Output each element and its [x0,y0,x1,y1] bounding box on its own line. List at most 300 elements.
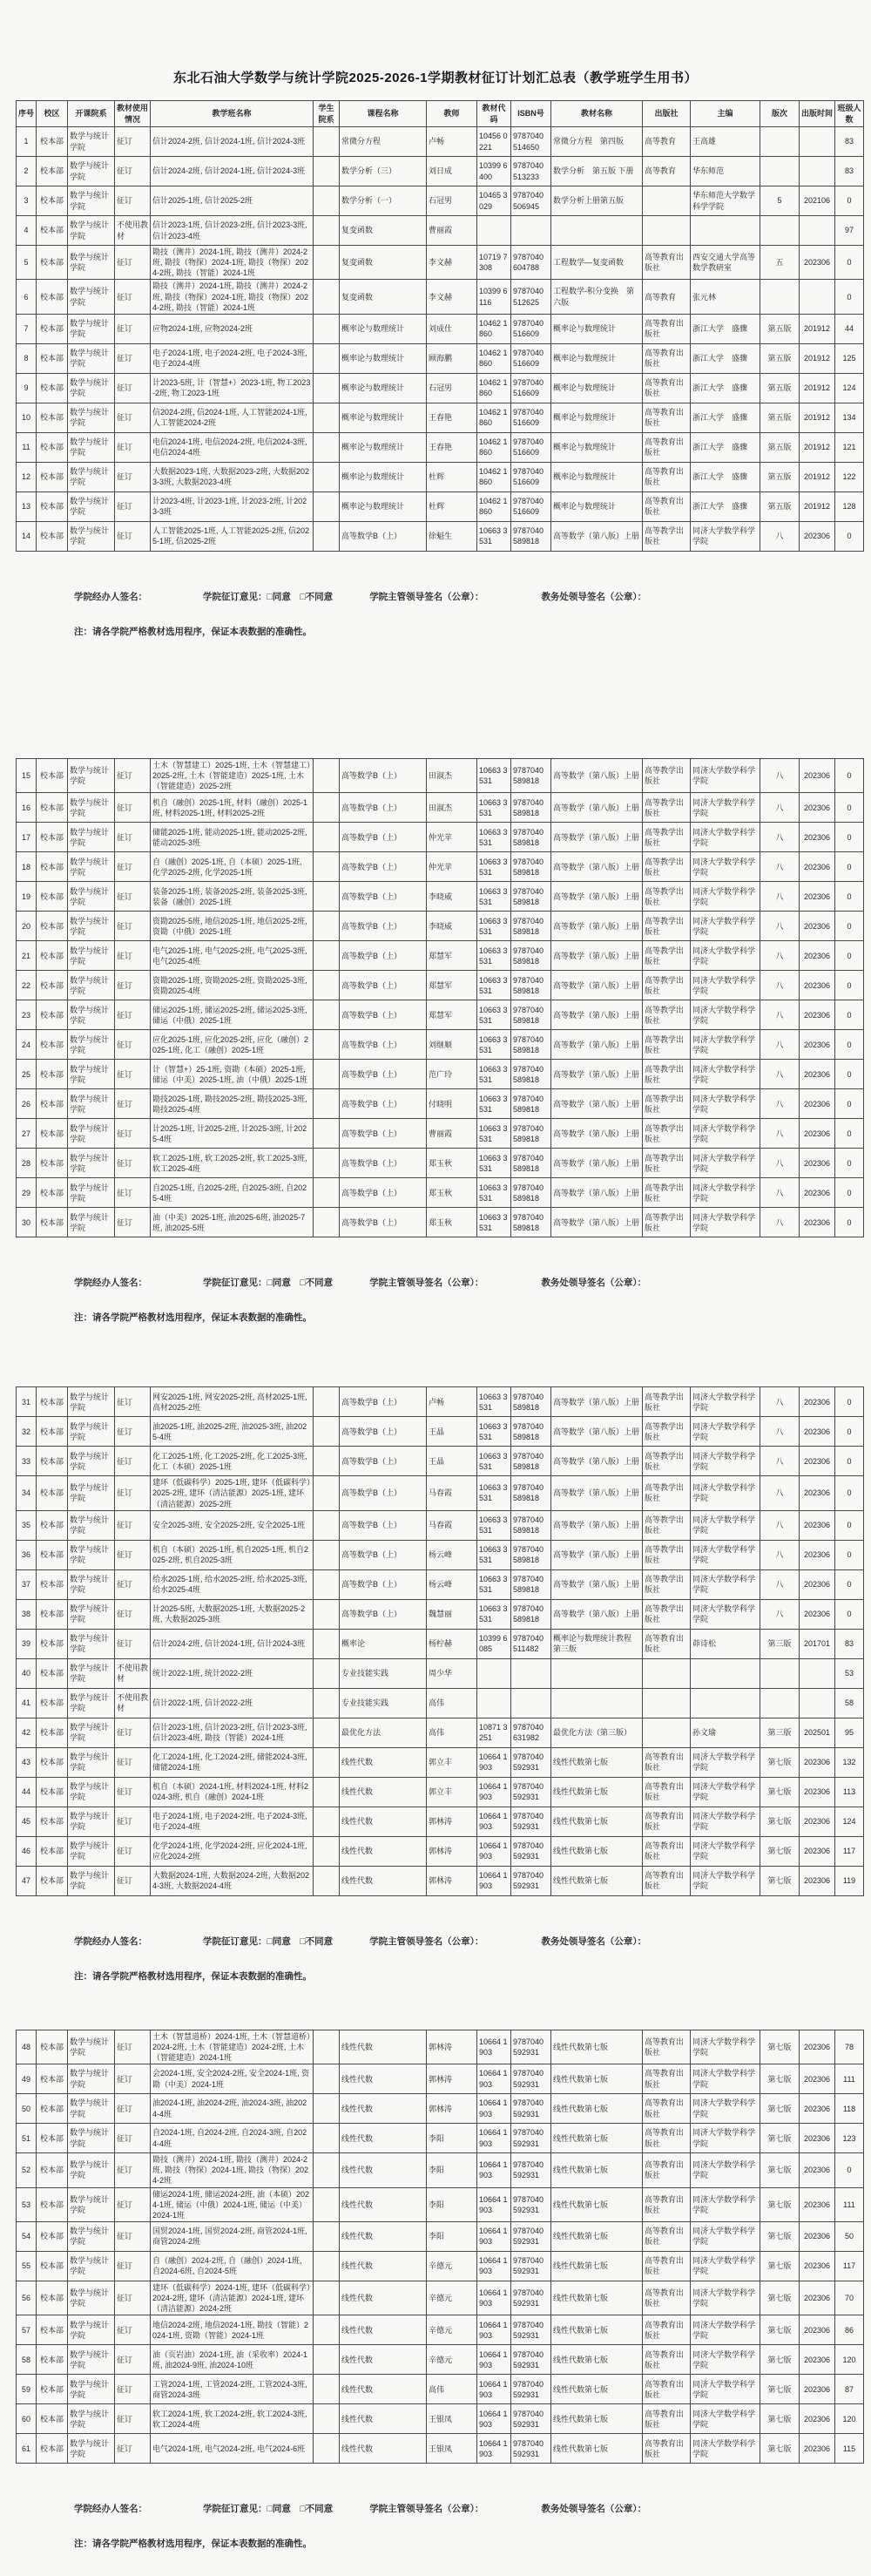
cell-pubdate: 202306 [800,823,835,852]
cell-campus: 校本部 [37,1599,68,1629]
cell-student-dept [314,1447,340,1476]
cell-usage: 征订 [115,373,151,403]
cell-campus: 校本部 [37,2124,68,2153]
cell-classes: 信计2024-2班, 信计2024-1班, 信计2024-3班 [151,157,314,186]
cell-teacher: 李文赫 [427,280,477,314]
cell-usage: 征订 [115,2404,151,2434]
table-row [17,403,864,432]
cell-dept: 数学与统计学院 [68,186,115,216]
cell-dept: 数学与统计学院 [68,521,115,551]
cell-count: 0 [835,1119,864,1149]
cell-classes: 勘技（测井）2024-1班, 勘技（测井）2024-2班, 勘技（物探）2024-1班, 勘技（物探）2024-2班, 勘技（智能）2024-1班 [151,280,314,314]
cell-seq: 48 [17,2030,37,2064]
cell-usage: 征订 [115,491,151,521]
cell-isbn: 9787040 592931 [511,2064,551,2094]
cell-count: 111 [835,2187,864,2221]
cell-pubdate: 202306 [800,852,835,882]
cell-edition: 八 [760,1540,800,1569]
cell-code: 10663 3531 [477,1417,511,1447]
table-row [17,941,864,971]
cell-code: 10663 3531 [477,1030,511,1060]
cell-classes: 土木（智慧建工）2025-1班, 土木（智慧建工）2025-2班, 土木（智能建造）2025-1班, 土木（智能建造）2025-2班 [151,758,314,792]
column-header-editor: 主编 [691,101,760,127]
cell-code: 10663 3531 [477,1208,511,1237]
table-row [17,1510,864,1540]
cell-edition: 第七版 [760,2281,800,2315]
cell-book: 高等数学（第八版）上册 [551,1540,643,1569]
cell-count: 70 [835,2281,864,2315]
cell-editor: 浙江大学 盛骤 [691,343,760,373]
cell-classes: 会2024-1班, 安全2024-2班, 安全2024-1班, 资勘（中美）2024-1班 [151,2064,314,2094]
cell-isbn: 9787040 592931 [511,1777,551,1807]
cell-publisher: 高等教育 [643,157,691,186]
cell-teacher: 卢畅 [427,1387,477,1417]
cell-seq: 44 [17,1777,37,1807]
table-row [17,127,864,157]
cell-isbn: 9787040 589818 [511,1417,551,1447]
cell-classes: 化工2024-1班, 化工2024-2班, 储能2024-3班, 储能2024-1班 [151,1747,314,1777]
cell-book: 概率论与数理统计 [551,403,643,432]
cell-usage: 征订 [115,793,151,823]
cell-classes: 机自（本硕）2024-1班, 材料2024-1班, 材料2024-3班, 机自（融创）2024-1班 [151,1777,314,1807]
cell-edition: 八 [760,1510,800,1540]
cell-count: 0 [835,1030,864,1060]
cell-edition: 第五版 [760,462,800,491]
cell-edition: 第七版 [760,1807,800,1836]
cell-campus: 校本部 [37,246,68,280]
cell-campus: 校本部 [37,2375,68,2404]
cell-student-dept [314,2094,340,2124]
cell-publisher: 高等教学出版社 [643,1417,691,1447]
cell-teacher: 高伟 [427,1688,477,1718]
cell-usage: 征订 [115,246,151,280]
cell-editor: 浙江大学 盛骤 [691,462,760,491]
cell-pubdate: 202306 [800,2315,835,2345]
cell-publisher: 高等教育出版社 [643,314,691,343]
cell-code: 10663 3531 [477,1510,511,1540]
cell-student-dept [314,1000,340,1030]
cell-student-dept [314,2187,340,2221]
cell-dept: 数学与统计学院 [68,462,115,491]
cell-code: 10664 1903 [477,2153,511,2187]
cell-classes: 油（中美）2025-1班, 油2025-6班, 油2025-7班, 油2025-5班 [151,1208,314,1237]
cell-dept: 数学与统计学院 [68,1807,115,1836]
cell-campus: 校本部 [37,1060,68,1089]
cell-dept: 数学与统计学院 [68,2434,115,2464]
cell-code: 10462 1860 [477,343,511,373]
cell-course: 概率论与数理统计 [340,343,427,373]
cell-student-dept [314,2124,340,2153]
cell-classes: 计2023-4班, 计2023-1班, 计2023-2班, 计2023-3班 [151,491,314,521]
cell-isbn: 9787040 592931 [511,2221,551,2251]
cell-code: 10663 3531 [477,521,511,551]
cell-editor: 同济大学数学科学学院 [691,1836,760,1866]
cell-classes: 应物2024-1班, 应物2024-2班 [151,314,314,343]
cell-edition: 第五版 [760,491,800,521]
table-row [17,2315,864,2345]
cell-book: 线性代数第七版 [551,2404,643,2434]
cell-student-dept [314,1178,340,1208]
cell-classes: 油（页岩油）2024-1班, 油（采收率）2024-1班, 油2024-9班, 油2024-10班 [151,2345,314,2375]
cell-seq: 41 [17,1688,37,1718]
table-row [17,1599,864,1629]
signature-row [74,1276,871,1289]
cell-count: 0 [835,1178,864,1208]
cell-code: 10664 1903 [477,1807,511,1836]
cell-dept: 数学与统计学院 [68,1747,115,1777]
cell-teacher: 郑玉秋 [427,1149,477,1178]
cell-student-dept [314,1510,340,1540]
cell-pubdate [800,1658,835,1688]
cell-course: 高等数学B（上） [340,1540,427,1569]
cell-classes: 储运2025-1班, 储运2025-2班, 储运2025-3班, 储运（中俄）2025-1班 [151,1000,314,1030]
cell-course: 线性代数 [340,1777,427,1807]
cell-course: 高等数学B（上） [340,521,427,551]
table-row [17,1777,864,1807]
cell-classes: 地信2024-2班, 地信2024-1班, 勘技（智能）2024-1班, 资勘（智能）2024-1班 [151,2315,314,2345]
cell-publisher: 高等教育出版社 [643,2281,691,2315]
cell-teacher: 李阳 [427,2124,477,2153]
cell-classes: 勘技（测井）2024-1班, 勘技（测井）2024-2班, 勘技（物探）2024-1班, 勘技（物探）2024-2班, 勘技（智能）2024-1班 [151,246,314,280]
cell-count: 0 [835,246,864,280]
cell-teacher: 郭林涛 [427,2030,477,2064]
table-row [17,1629,864,1658]
cell-book: 高等数学（第八版）上册 [551,1030,643,1060]
cell-student-dept [314,758,340,792]
cell-count: 0 [835,882,864,912]
cell-book: 概率论与数理统计 [551,373,643,403]
cell-teacher: 卢畅 [427,127,477,157]
cell-publisher: 高等教育出版社 [643,2251,691,2281]
cell-dept: 数学与统计学院 [68,1629,115,1658]
cell-book: 高等数学（第八版）上册 [551,1000,643,1030]
cell-book: 线性代数第七版 [551,2281,643,2315]
cell-dept: 数学与统计学院 [68,343,115,373]
cell-dept: 数学与统计学院 [68,882,115,912]
cell-student-dept [314,1387,340,1417]
cell-classes: 勘技（测井）2024-1班, 勘技（测井）2024-2班, 勘技（物探）2024-1班, 勘技（物探）2024-2班 [151,2153,314,2187]
cell-book: 线性代数第七版 [551,2153,643,2187]
cell-edition: 五 [760,246,800,280]
cell-seq: 10 [17,403,37,432]
cell-count: 83 [835,1629,864,1658]
cell-isbn: 9787040 516609 [511,343,551,373]
cell-usage: 征订 [115,941,151,971]
cell-campus: 校本部 [37,941,68,971]
cell-course: 高等数学B（上） [340,1476,427,1510]
cell-campus: 校本部 [37,2221,68,2251]
cell-publisher: 高等教学出版社 [643,521,691,551]
cell-course: 高等数学B（上） [340,971,427,1000]
cell-classes: 自2024-1班, 自2024-2班, 自2024-3班, 自2024-4班 [151,2124,314,2153]
cell-editor: 同济大学数学科学学院 [691,2404,760,2434]
sign-college-leader-label: 学院主管领导签名（公章）： [369,2504,484,2515]
table-row [17,157,864,186]
sign-opinion-label: 学院征订意见：□同意 □不同意 [203,591,334,602]
cell-usage: 征订 [115,1476,151,1510]
cell-count: 97 [835,216,864,246]
cell-campus: 校本部 [37,373,68,403]
cell-course: 线性代数 [340,2187,427,2221]
cell-edition [760,1688,800,1718]
cell-edition [760,280,800,314]
cell-course: 线性代数 [340,1747,427,1777]
cell-usage: 征订 [115,1149,151,1178]
cell-publisher: 高等教学出版社 [643,941,691,971]
cell-usage: 征订 [115,2315,151,2345]
table-row [17,2281,864,2315]
cell-code: 10465 3029 [477,186,511,216]
cell-pubdate: 202306 [800,1807,835,1836]
cell-classes: 电气2025-1班, 电气2025-2班, 电气2025-3班, 电气2025-4班 [151,941,314,971]
cell-classes: 计（智慧+）25-1班, 资勘（本硕）2025-1班, 储运（中美）2025-1班, 油（中俄）2025-1班 [151,1060,314,1089]
cell-publisher: 高等教学出版社 [643,1178,691,1208]
cell-seq: 25 [17,1060,37,1089]
cell-course: 高等数学B（上） [340,852,427,882]
cell-pubdate: 201912 [800,432,835,462]
cell-book: 高等数学（第八版）上册 [551,758,643,792]
cell-course: 高等数学B（上） [340,1030,427,1060]
cell-classes: 给水2025-1班, 给水2025-2班, 给水2025-3班, 给水2025-4班 [151,1569,314,1599]
cell-course: 线性代数 [340,2094,427,2124]
cell-campus: 校本部 [37,2094,68,2124]
cell-dept: 数学与统计学院 [68,1599,115,1629]
cell-campus: 校本部 [37,1089,68,1119]
cell-publisher [643,1688,691,1718]
cell-isbn: 9787040 516609 [511,462,551,491]
cell-usage: 征订 [115,2124,151,2153]
cell-campus: 校本部 [37,1417,68,1447]
cell-count: 124 [835,373,864,403]
cell-teacher: 郭立丰 [427,1777,477,1807]
cell-usage: 征订 [115,1119,151,1149]
cell-dept: 数学与统计学院 [68,1777,115,1807]
page-title: 东北石油大学数学与统计学院2025-2026-1学期教材征订计划汇总表（教学班学生用书） [172,71,699,85]
table-row [17,1060,864,1089]
cell-book [551,216,643,246]
cell-usage: 征订 [115,1629,151,1658]
cell-classes: 计2025-1班, 计2025-2班, 计2025-3班, 计2025-4班 [151,1119,314,1149]
cell-usage: 征订 [115,343,151,373]
cell-course: 线性代数 [340,2030,427,2064]
table-row [17,1569,864,1599]
cell-count: 50 [835,2221,864,2251]
cell-pubdate: 202306 [800,1030,835,1060]
cell-book: 线性代数第七版 [551,1777,643,1807]
cell-code: 10664 1903 [477,2251,511,2281]
cell-isbn: 9787040 592931 [511,1807,551,1836]
cell-teacher: 郭立丰 [427,1747,477,1777]
cell-student-dept [314,521,340,551]
cell-campus: 校本部 [37,2187,68,2221]
cell-isbn: 9787040 589818 [511,1476,551,1510]
cell-teacher: 郭林涛 [427,1807,477,1836]
cell-campus: 校本部 [37,157,68,186]
cell-code: 10663 3531 [477,758,511,792]
cell-pubdate: 202306 [800,1060,835,1089]
cell-course: 高等数学B（上） [340,941,427,971]
cell-edition: 八 [760,971,800,1000]
cell-count: 0 [835,1387,864,1417]
cell-campus: 校本部 [37,1387,68,1417]
cell-dept: 数学与统计学院 [68,1060,115,1089]
cell-count: 119 [835,1866,864,1895]
cell-pubdate: 202306 [800,1866,835,1895]
cell-student-dept [314,2434,340,2464]
cell-publisher: 高等教育出版社 [643,373,691,403]
cell-publisher: 高等教育出版社 [643,2064,691,2094]
cell-dept: 数学与统计学院 [68,912,115,941]
column-header-student-dept: 学生院系 [314,101,340,127]
cell-book: 高等数学（第八版）上册 [551,1119,643,1149]
cell-student-dept [314,1658,340,1688]
table-row [17,852,864,882]
cell-pubdate: 202306 [800,941,835,971]
table-row [17,758,864,792]
cell-count: 0 [835,971,864,1000]
cell-seq: 51 [17,2124,37,2153]
cell-classes: 计2023-5班, 计（智慧+）2023-1班, 物工2023-2班, 物工2023-1班 [151,373,314,403]
cell-dept: 数学与统计学院 [68,314,115,343]
cell-edition: 八 [760,912,800,941]
cell-campus: 校本部 [37,2434,68,2464]
cell-seq: 19 [17,882,37,912]
cell-student-dept [314,823,340,852]
cell-student-dept [314,1866,340,1895]
cell-teacher: 田淑杰 [427,758,477,792]
cell-dept: 数学与统计学院 [68,852,115,882]
cell-seq: 60 [17,2404,37,2434]
cell-campus: 校本部 [37,852,68,882]
cell-seq: 47 [17,1866,37,1895]
cell-isbn: 9787040 516609 [511,403,551,432]
cell-teacher: 仲光苹 [427,823,477,852]
cell-seq: 29 [17,1178,37,1208]
cell-code: 10664 1903 [477,1866,511,1895]
cell-pubdate: 201912 [800,314,835,343]
cell-student-dept [314,1119,340,1149]
cell-course: 线性代数 [340,2404,427,2434]
cell-code: 10663 3531 [477,971,511,1000]
cell-course: 概率论与数理统计 [340,403,427,432]
cell-teacher: 徐魁生 [427,521,477,551]
cell-course: 概率论与数理统计 [340,491,427,521]
cell-campus: 校本部 [37,2345,68,2375]
cell-campus: 校本部 [37,1807,68,1836]
table-row [17,2375,864,2404]
cell-pubdate: 202306 [800,1149,835,1178]
cell-teacher: 刘日成 [427,157,477,186]
cell-classes: 建环（低碳科学）2025-1班, 建环（低碳科学）2025-2班, 建环（清洁能源）2025-1班, 建环（清洁能源）2025-2班 [151,1476,314,1510]
cell-isbn: 9787040 592931 [511,2345,551,2375]
cell-seq: 27 [17,1119,37,1149]
cell-edition: 第五版 [760,343,800,373]
cell-publisher: 高等教学出版社 [643,1447,691,1476]
cell-isbn: 9787040 589818 [511,1447,551,1476]
cell-edition: 第七版 [760,1747,800,1777]
cell-publisher: 高等教学出版社 [643,1510,691,1540]
cell-campus: 校本部 [37,1747,68,1777]
cell-teacher: 高伟 [427,2375,477,2404]
cell-edition [760,216,800,246]
sign-opinion-label: 学院征订意见：□同意 □不同意 [203,1935,334,1947]
cell-seq: 11 [17,432,37,462]
cell-pubdate: 202306 [800,2187,835,2221]
cell-course: 高等数学B（上） [340,882,427,912]
cell-classes: 电子2024-1班, 电子2024-2班, 电子2024-3班, 电子2024-4班 [151,1807,314,1836]
cell-course: 概率论与数理统计 [340,314,427,343]
cell-code: 10663 3531 [477,1119,511,1149]
cell-isbn: 9787040 589818 [511,823,551,852]
cell-classes: 人工智能2025-1班, 人工智能2025-2班, 信2025-1班, 信2025-2班 [151,521,314,551]
cell-publisher: 高等教学出版社 [643,1089,691,1119]
table-row [17,186,864,216]
cell-count: 121 [835,432,864,462]
cell-publisher: 高等教育 [643,127,691,157]
cell-usage: 征订 [115,1178,151,1208]
cell-classes: 大数据2024-1班, 大数据2024-2班, 大数据2024-3班, 大数据2024-4班 [151,1866,314,1895]
cell-editor: 同济大学数学科学学院 [691,1807,760,1836]
cell-book: 线性代数第七版 [551,1866,643,1895]
cell-dept: 数学与统计学院 [68,2345,115,2375]
cell-code: 10719 7308 [477,246,511,280]
cell-pubdate: 201912 [800,343,835,373]
cell-seq: 5 [17,246,37,280]
cell-seq: 22 [17,971,37,1000]
cell-editor: 同济大学数学科学学院 [691,1599,760,1629]
cell-seq: 14 [17,521,37,551]
cell-student-dept [314,1540,340,1569]
cell-student-dept [314,971,340,1000]
cell-publisher: 高等教学出版社 [643,882,691,912]
cell-edition: 第七版 [760,2434,800,2464]
cell-usage: 征订 [115,2153,151,2187]
cell-publisher: 高等教学出版社 [643,912,691,941]
cell-edition: 八 [760,1119,800,1149]
cell-campus: 校本部 [37,521,68,551]
cell-classes: 自（融创）2024-2班, 自（融创）2024-1班, 自2024-6班, 自2024-5班 [151,2251,314,2281]
cell-pubdate [800,157,835,186]
cell-edition: 八 [760,1599,800,1629]
cell-code: 10462 1860 [477,432,511,462]
cell-seq: 59 [17,2375,37,2404]
cell-count: 0 [835,1000,864,1030]
textbook-order-table-2 [16,758,864,1237]
cell-seq: 15 [17,758,37,792]
cell-code: 10664 1903 [477,2094,511,2124]
cell-editor: 同济大学数学科学学院 [691,758,760,792]
cell-campus: 校本部 [37,823,68,852]
cell-campus: 校本部 [37,1208,68,1237]
cell-editor: 王高雄 [691,127,760,157]
cell-pubdate: 202306 [800,2404,835,2434]
cell-code: 10663 3531 [477,1060,511,1089]
sign-college-leader-label: 学院主管领导签名（公章）： [369,1278,484,1289]
cell-campus: 校本部 [37,1866,68,1895]
cell-book: 高等数学（第八版）上册 [551,1447,643,1476]
cell-count: 53 [835,1658,864,1688]
cell-count: 0 [835,912,864,941]
cell-student-dept [314,2375,340,2404]
cell-pubdate: 202306 [800,1569,835,1599]
cell-book: 线性代数第七版 [551,2124,643,2153]
cell-code: 10663 3531 [477,793,511,823]
cell-editor: 同济大学数学科学学院 [691,1777,760,1807]
cell-publisher: 高等教学出版社 [643,758,691,792]
cell-campus: 校本部 [37,2030,68,2064]
cell-isbn: 9787040 592931 [511,2030,551,2064]
cell-editor: 同济大学数学科学学院 [691,1510,760,1540]
